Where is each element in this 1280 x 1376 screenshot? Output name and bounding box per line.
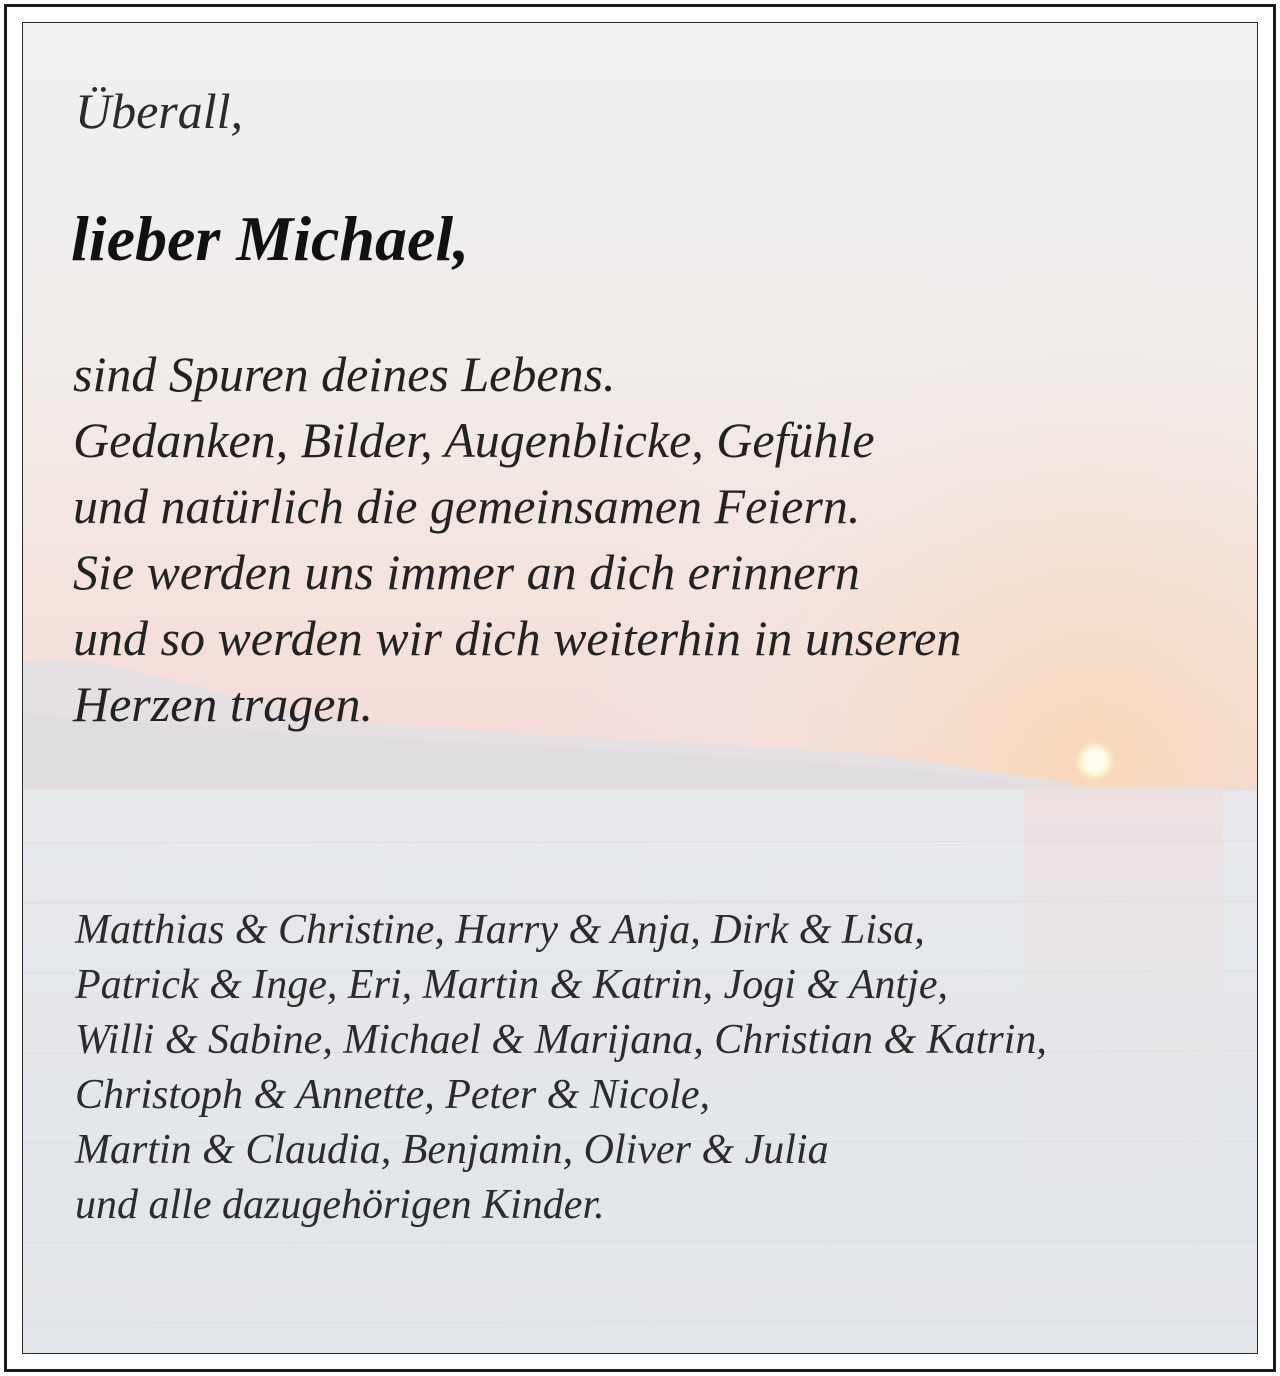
signer-line: Patrick & Inge, Eri, Martin & Katrin, Jogi & Antje, <box>75 962 948 1008</box>
poem-line: und natürlich die gemeinsamen Feiern. <box>73 478 861 534</box>
poem-line: sind Spuren deines Lebens. <box>73 346 616 402</box>
greeting: Überall, <box>75 83 244 139</box>
notice-text <box>23 23 1257 1353</box>
signers <box>75 903 1047 1233</box>
poem-line: und so werden wir dich weiterhin in unseren <box>73 610 962 666</box>
addressee-heading: lieber Michael, <box>71 203 470 274</box>
poem <box>73 341 961 737</box>
inner-frame <box>22 22 1258 1354</box>
poem-line: Gedanken, Bilder, Augenblicke, Gefühle <box>73 412 875 468</box>
signer-line: Christoph & Annette, Peter & Nicole, <box>75 1072 710 1118</box>
signer-line: Matthias & Christine, Harry & Anja, Dirk & Lisa, <box>75 907 925 953</box>
signer-line: und alle dazugehörigen Kinder. <box>75 1182 605 1228</box>
outer-frame <box>4 4 1276 1372</box>
signer-line: Martin & Claudia, Benjamin, Oliver & Julia <box>75 1127 829 1173</box>
signer-line: Willi & Sabine, Michael & Marijana, Christian & Katrin, <box>75 1017 1047 1063</box>
poem-line: Sie werden uns immer an dich erinnern <box>73 544 860 600</box>
poem-line: Herzen tragen. <box>73 676 373 732</box>
